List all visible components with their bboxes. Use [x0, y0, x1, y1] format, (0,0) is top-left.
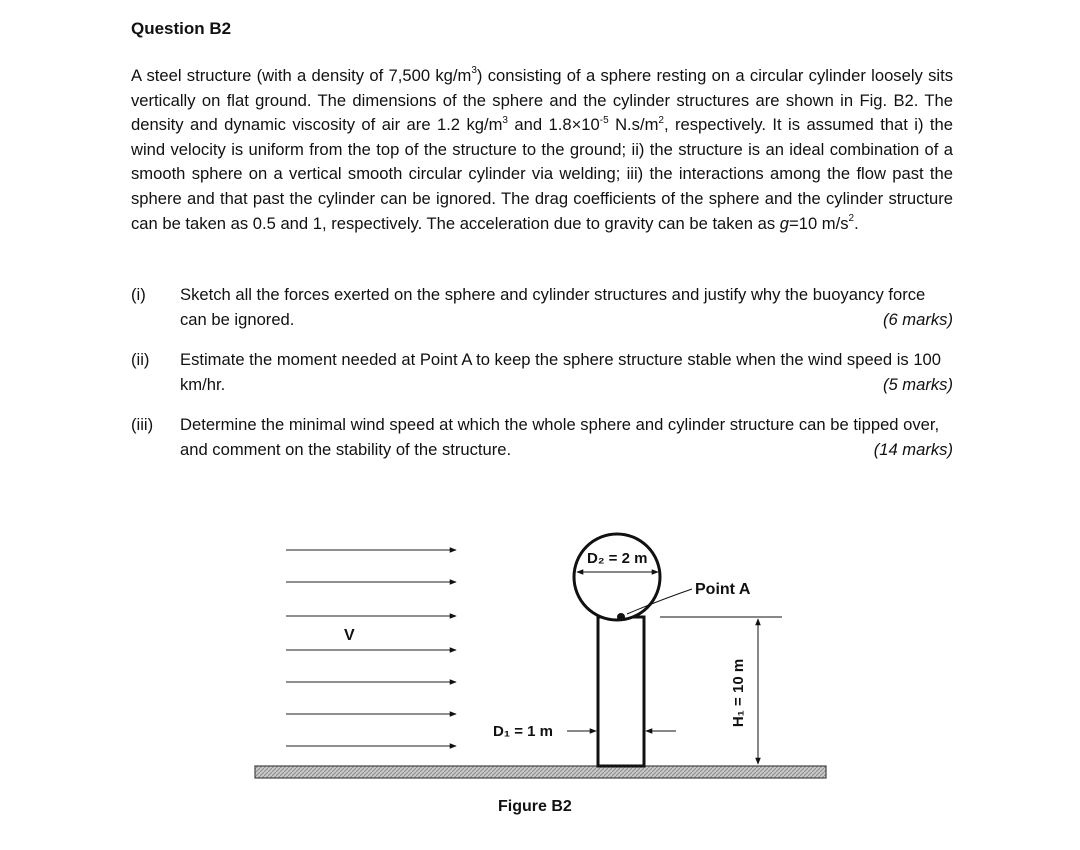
h1-label: H₁ = 10 m — [730, 658, 747, 728]
part-marks: (6 marks) — [882, 309, 953, 329]
cylinder — [598, 617, 644, 766]
d1-label: D₁ = 1 m — [493, 723, 553, 740]
d2-label: D₂ = 2 m — [587, 550, 648, 567]
figure-caption: Figure B2 — [498, 798, 572, 815]
part-number: (ii) — [131, 350, 150, 369]
part-text: Estimate the moment needed at Point A to keep the sphere structure stable when the wind speed is 100 km/hr. — [180, 350, 942, 394]
velocity-label: V — [344, 627, 355, 644]
part-text: Determine the minimal wind speed at which the whole sphere and cylinder structure can be tipped over, and comment on the stability of the structure. — [180, 415, 940, 459]
part-number: (iii) — [131, 415, 154, 434]
part-text: Sketch all the forces exerted on the sphere and cylinder structures and justify why the buoyancy force can be ignored. — [180, 285, 926, 329]
ground — [255, 766, 826, 778]
question-heading: Question B2 — [131, 19, 232, 38]
point-a-label: Point A — [695, 581, 751, 598]
wind-arrows — [286, 550, 456, 746]
part-marks: (5 marks) — [882, 374, 953, 394]
part-marks: (14 marks) — [873, 439, 953, 459]
sphere — [574, 534, 660, 620]
part-number: (i) — [131, 285, 146, 304]
problem-statement: A steel structure (with a density of 7,500 $kg/m^3$) consisting of a sphere resting on a circular cylinder loosely sits vertically on flat ground. The dimensions of the sphere and the cylinder structures are shown in Fig. B2. The density and dynamic viscosity of air are 1.2 $kg/m^3$ and $1.8\times 10^{-5}$ $N.s/m^2$, respectively. It is assumed that i) the wind velocity is uniform from the top of the structure to the ground; ii) the structure is an ideal combination of a smooth sphere on a vertical smooth circular cylinder via welding; iii) the interactions among the flow past the sphere and that past the cylinder can be ignored. The drag coefficients of the sphere and the cylinder structure can be taken as 0.5 and 1, respectively. The acceleration due to gravity can be taken as g=10 $m/s^2$. — [131, 65, 953, 233]
weld-point — [617, 613, 625, 621]
